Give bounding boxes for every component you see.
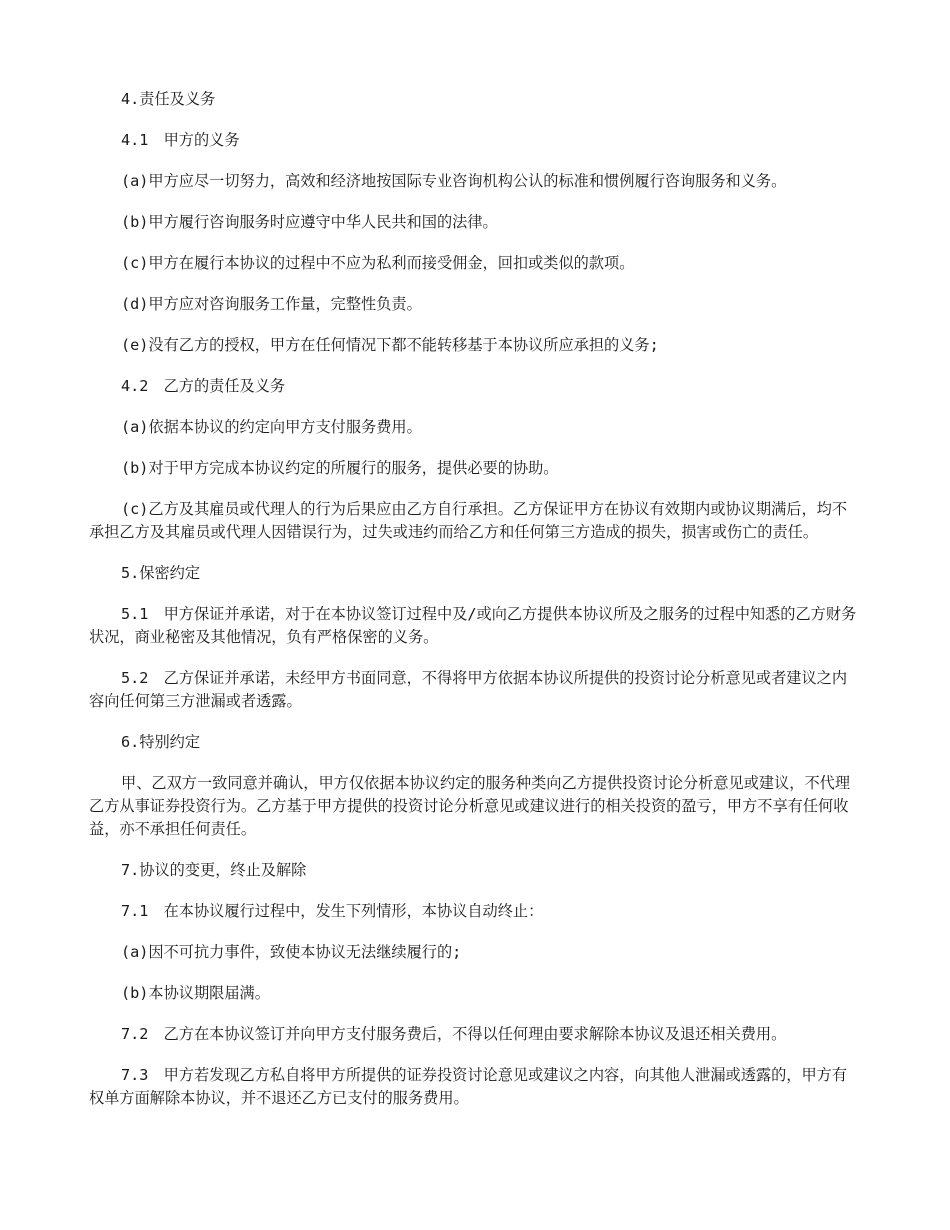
clause-7-3: 7.3 甲方若发现乙方私自将甲方所提供的证券投资讨论意见或建议之内容，向其他人泄漏或透露的，甲方有权单方面解除本协议，并不退还乙方已支付的服务费用。 [89,1066,848,1107]
clause-4-2-c: (c)乙方及其雇员或代理人的行为后果应由乙方自行承担。乙方保证甲方在协议有效期内或协议期满后，均不承担乙方及其雇员或代理人因错误行为，过失或违约而给乙方和任何第三方造成的损失，损害或伤亡的责任。 [89,500,848,541]
clause-7-2: 7.2 乙方在本协议签订并向甲方支付服务费后，不得以任何理由要求解除本协议及退还相关费用。 [121,1025,787,1043]
clause-4-2-b: (b)对于甲方完成本协议约定的所履行的服务，提供必要的协助。 [121,459,559,477]
section-heading-responsibilities: 4.责任及义务 [121,90,216,108]
clause-5-2: 5.2 乙方保证并承诺，未经甲方书面同意，不得将甲方依据本协议所提供的投资讨论分析意见或者建议之内容向任何第三方泄漏或者透露。 [89,669,848,710]
clause-4-1-b: (b)甲方履行咨询服务时应遵守中华人民共和国的法律。 [121,213,498,231]
section-heading-termination: 7.协议的变更，终止及解除 [121,861,307,879]
clause-7-1-a: (a)因不可抗力事件，致使本协议无法继续履行的; [121,943,462,961]
document-body [89,88,861,1128]
clause-5-1: 5.1 甲方保证并承诺，对于在本协议签订过程中及/或向乙方提供本协议所及之服务的过程中知悉的乙方财务状况，商业秘密及其他情况，负有严格保密的义务。 [89,605,857,646]
clause-4-1-a: (a)甲方应尽一切努力，高效和经济地按国际专业咨询机构公认的标准和惯例履行咨询服务和义务。 [121,172,787,190]
clause-7-1: 7.1 在本协议履行过程中，发生下列情形，本协议自动终止： [121,902,544,920]
subsection-heading-party-a-obligations: 4.1 甲方的义务 [121,131,240,149]
clause-4-1-d: (d)甲方应对咨询服务工作量，完整性负责。 [121,295,422,313]
section-heading-special-agreement: 6.特别约定 [121,733,201,751]
clause-4-1-c: (c)甲方在履行本协议的过程中不应为私利而接受佣金，回扣或类似的款项。 [121,254,635,272]
subsection-heading-party-b-obligations: 4.2 乙方的责任及义务 [121,377,286,395]
clause-6-body: 甲、乙双方一致同意并确认，甲方仅依据本协议约定的服务种类向乙方提供投资讨论分析意见或建议，不代理乙方从事证券投资行为。乙方基于甲方提供的投资讨论分析意见或建议进行的相关投资的盈亏，甲方不享有任何收益，亦不承担任何责任。 [89,774,850,838]
clause-4-1-e: (e)没有乙方的授权，甲方在任何情况下都不能转移基于本协议所应承担的义务; [121,336,659,354]
section-heading-confidentiality: 5.保密约定 [121,564,201,582]
clause-7-1-b: (b)本协议期限届满。 [121,984,270,1002]
clause-4-2-a: (a)依据本协议的约定向甲方支付服务费用。 [121,418,422,436]
